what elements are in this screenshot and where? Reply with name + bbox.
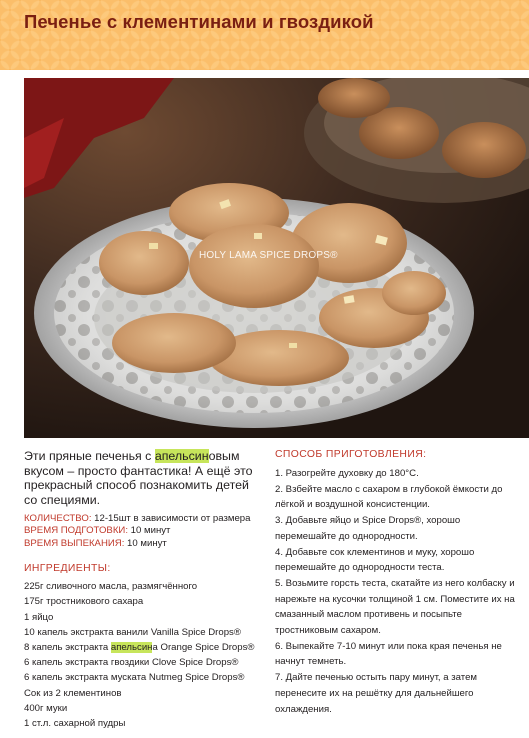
meta-prep-time: ВРЕМЯ ПОДГОТОВКИ: 10 минут [24, 525, 171, 537]
ingredients-title: ИНГРЕДИЕНТЫ: [24, 563, 111, 575]
right-column [275, 449, 515, 717]
recipe-meta [24, 513, 264, 550]
method-step: 7. Дайте печенью остыть пару минут, а затем перенесите их на решётку для дальнейшего охлаждения. [275, 672, 478, 715]
ingredient-item: 6 капель экстракта муската Nutmeg Spice Drops® [24, 672, 245, 684]
method-step: 5. Возьмите горсть теста, скатайте из него колбаску и нарежьте на кусочки толщиной 1 см. Поместите их на смазанный маслом противень и посыпьте тростниковым сахаром. [275, 577, 515, 637]
intro-text: Эти пряные печенья с апельсиновым вкусом – просто фантастика! А ещё это прекрасный способ познакомить детей со специями. [24, 449, 253, 507]
photo-watermark: HOLY LAMA SPICE DROPS® [199, 250, 338, 261]
ingredient-item: 10 капель экстракта ванили Vanilla Spice Drops® [24, 626, 241, 638]
header-banner [0, 0, 529, 70]
method-steps [275, 466, 515, 717]
method-step: 6. Выпекайте 7-10 минут или пока края печенья не начнут темнеть. [275, 640, 502, 668]
method-step: 4. Добавьте сок клементинов и муку, хорошо перемешайте до однородности теста. [275, 546, 475, 574]
method-step: 2. Взбейте масло с сахаром в глубокой ёмкости до лёгкой и воздушной консистенции. [275, 483, 503, 511]
left-column [24, 449, 264, 731]
ingredients-list [24, 579, 264, 731]
ingredient-item: 175г тростникового сахара [24, 596, 144, 608]
meta-bake-time: ВРЕМЯ ВЫПЕКАНИЯ: 10 минут [24, 537, 167, 549]
method-title: СПОСОБ ПРИГОТОВЛЕНИЯ: [275, 449, 427, 460]
ingredient-item: 6 капель экстракта гвоздики Clove Spice Drops® [24, 657, 239, 669]
method-step: 3. Добавьте яйцо и Spice Drops®, хорошо перемешайте до однородности. [275, 515, 461, 542]
cookie-photo [24, 78, 529, 438]
meta-quantity: КОЛИЧЕСТВО: 12-15шт в зависимости от размера [24, 513, 251, 524]
ingredient-item: 8 капель экстракта апельсина Orange Spice Drops® [24, 642, 255, 654]
ingredient-item: 1 яйцо [24, 611, 54, 623]
text-highlight: апельсин [110, 642, 153, 654]
ingredient-item: 1 ст.л. сахарной пудры [24, 718, 126, 730]
text-highlight: апельсин [154, 449, 209, 463]
method-step: 1. Разогрейте духовку до 180°С. [275, 468, 419, 479]
ingredient-item: Сок из 2 клементинов [24, 687, 122, 699]
ingredient-item: 400г муки [24, 702, 68, 714]
page-title: Печенье с клементинами и гвоздикой [24, 11, 374, 32]
ingredient-item: 225г сливочного масла, размягчённого [24, 581, 198, 593]
